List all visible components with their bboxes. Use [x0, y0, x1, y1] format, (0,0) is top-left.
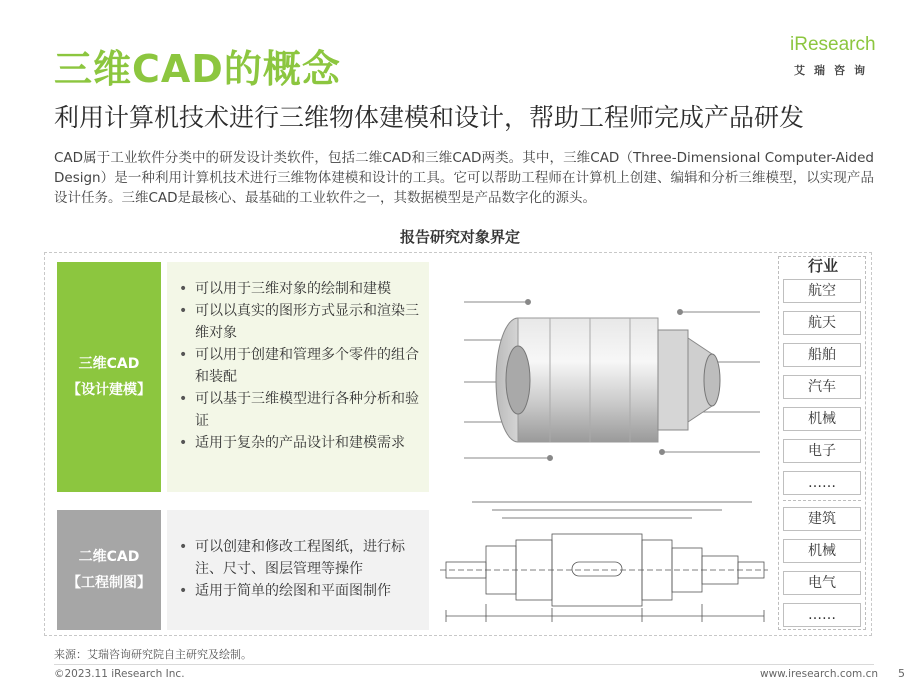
engine-body	[496, 318, 720, 442]
cad3d-model-image	[440, 262, 760, 494]
industry-title: 行业	[807, 257, 838, 275]
cad3d-description	[167, 262, 429, 492]
iresearch-logo	[790, 34, 890, 84]
industry-item: 电子	[783, 439, 861, 463]
industry-item: 航天	[783, 311, 861, 335]
page-number: 5	[898, 667, 905, 680]
industry-item: 机械	[783, 539, 861, 563]
cad2d-drawing-image	[432, 496, 772, 634]
cad3d-bullet: • 可以以真实的图形方式显示和渲染三维对象	[175, 300, 419, 344]
logo-text: iResearch	[790, 34, 876, 55]
industry-item: ……	[783, 603, 861, 627]
cad3d-bullet: • 可以用于创建和管理多个零件的组合和装配	[175, 344, 419, 388]
cad3d-label	[57, 262, 161, 492]
website-link[interactable]: www.iresearch.com.cn	[760, 668, 879, 680]
cad2d-bullet: • 可以创建和修改工程图纸，进行标注、尺寸、图层管理等操作	[175, 536, 419, 580]
industry-divider	[783, 500, 861, 501]
cad2d-label-line1: 二维CAD	[78, 549, 140, 565]
cad3d-bullet: • 可以基于三维模型进行各种分析和验证	[175, 388, 419, 432]
cad2d-description	[167, 510, 429, 630]
industry-item: 航空	[783, 279, 861, 303]
copyright: ©2023.11 iResearch Inc.	[54, 668, 185, 680]
logo-subtext: 艾瑞咨询	[794, 64, 874, 77]
cad2d-label-line2: 【工程制图】	[67, 575, 151, 591]
industry-item: ……	[783, 471, 861, 495]
industry-item: 汽车	[783, 375, 861, 399]
cad3d-label-line2: 【设计建模】	[67, 382, 151, 398]
source-note: 来源：艾瑞咨询研究院自主研究及绘制。	[54, 648, 252, 661]
footer-divider	[54, 664, 874, 665]
industry-item: 船舶	[783, 343, 861, 367]
industry-item: 机械	[783, 407, 861, 431]
section-title: 报告研究对象界定	[399, 228, 520, 246]
industry-item: 建筑	[783, 507, 861, 531]
cad3d-bullet: • 适用于复杂的产品设计和建模需求	[175, 432, 419, 454]
industry-item: 电气	[783, 571, 861, 595]
industry-panel	[778, 256, 866, 630]
cad3d-bullet: • 可以用于三维对象的绘制和建模	[175, 278, 419, 300]
cad2d-label	[57, 510, 161, 630]
page-title: 三维CAD的概念	[54, 47, 341, 91]
page-subtitle: 利用计算机技术进行三维物体建模和设计，帮助工程师完成产品研发	[54, 103, 805, 132]
cad2d-bullet: • 适用于简单的绘图和平面图制作	[175, 580, 419, 602]
intro-paragraph: CAD属于工业软件分类中的研发设计类软件，包括二维CAD和三维CAD两类。其中，三维CAD（Three-Dimensional Computer-Aided Design）是一种利用计算机技术进行三维物体建模和设计的工具。它可以帮助工程师在计算机上创建、编辑和分析三维模型，以实现产品设计任务。三维CAD是最核心、最基础的工业软件之一，其数据模型是产品数字化的源头。	[54, 150, 874, 206]
cad3d-label-line1: 三维CAD	[78, 356, 140, 372]
